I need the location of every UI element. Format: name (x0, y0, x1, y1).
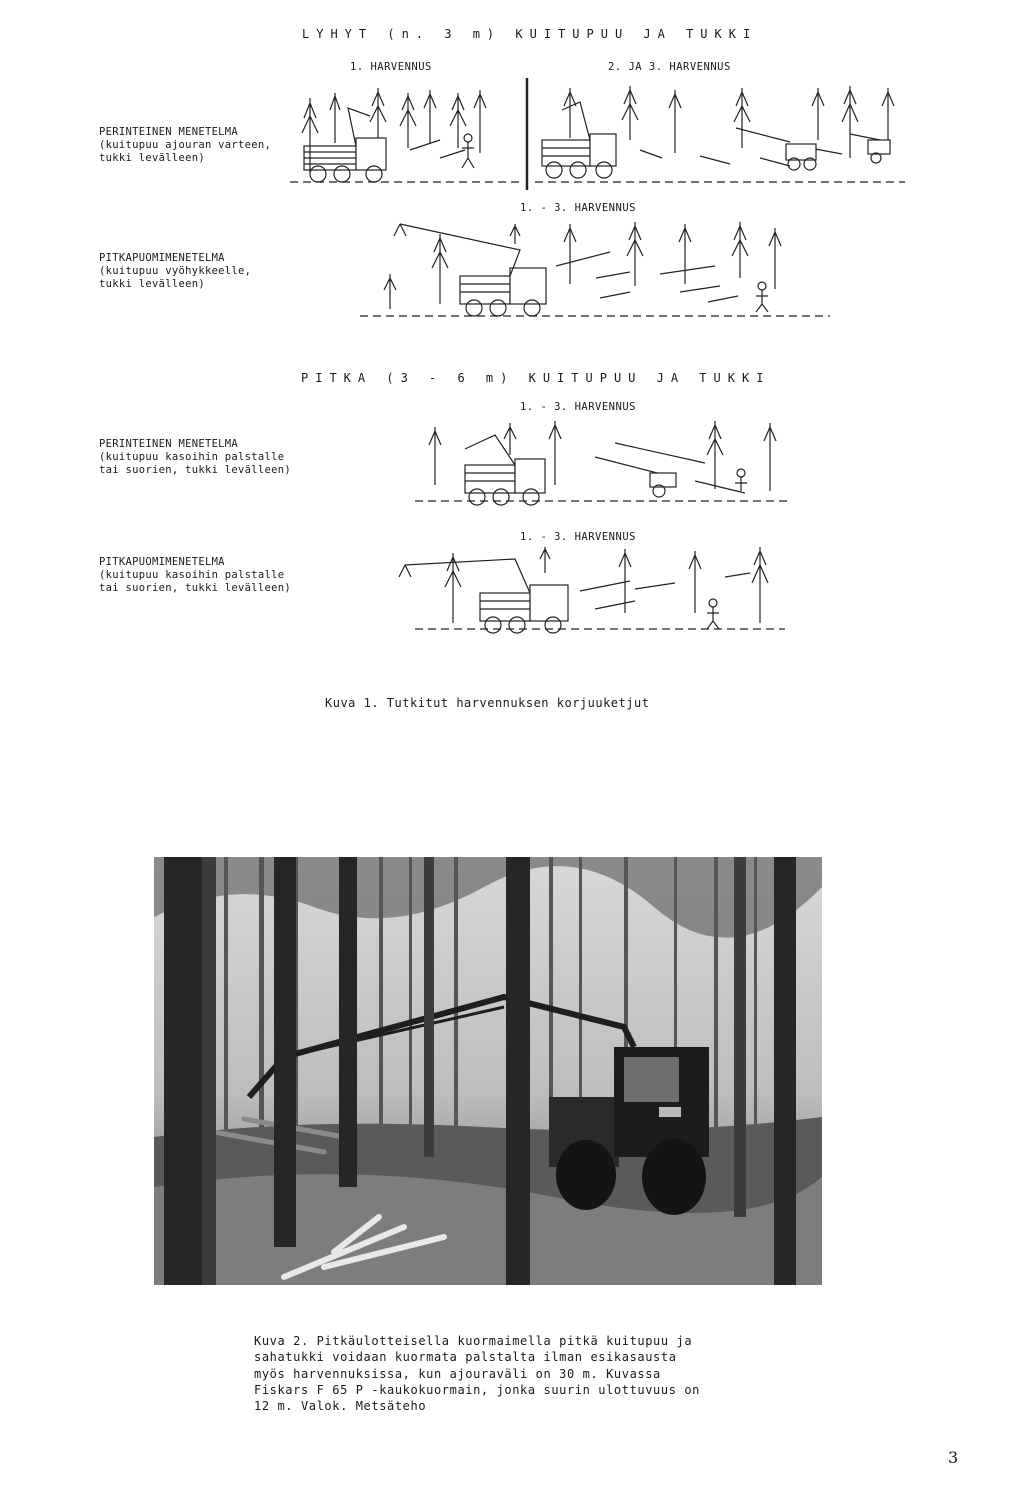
label-2-3-harvennus: 2. JA 3. HARVENNUS (608, 61, 731, 73)
method-traditional-long (99, 438, 291, 477)
section2-heading: PITKA (3 - 6 m) KUITUPUU JA TUKKI (301, 371, 771, 385)
figure-1-caption: Kuva 1. Tutkitut harvennuksen korjuuketjut (325, 696, 650, 710)
method-line: (kuitupuu ajouran varteen, (99, 139, 272, 151)
method-line: (kuitupuu kasoihin palstalle (99, 451, 285, 463)
label-1-3-harvennus-c: 1. - 3. HARVENNUS (520, 531, 636, 543)
caption-line: 12 m. Valok. Metsäteho (254, 1399, 427, 1414)
label-1-harvennus: 1. HARVENNUS (350, 61, 432, 73)
method-line: PERINTEINEN MENETELMA (99, 126, 239, 138)
label-1-3-harvennus-b: 1. - 3. HARVENNUS (520, 401, 636, 413)
illustration-longboom-long (395, 543, 790, 638)
figure-2-caption (254, 1333, 700, 1414)
method-line: (kuitupuu vyöhykkeelle, (99, 265, 252, 277)
section1-heading: LYHYT (n. 3 m) KUITUPUU JA TUKKI (302, 27, 758, 41)
method-line: tai suorien, tukki levälleen) (99, 582, 292, 594)
method-line: tukki levälleen) (99, 278, 205, 290)
illustration-longboom-short (360, 214, 835, 324)
method-longboom-short (99, 252, 251, 291)
method-line: (kuitupuu kasoihin palstalle (99, 569, 285, 581)
caption-line: Kuva 2. Pitkäulotteisella kuormaimella pitkä kuitupuu ja (254, 1334, 693, 1348)
caption-line: Fiskars F 65 P -kaukokuormain, jonka suurin ulottuvuus on (254, 1382, 701, 1397)
caption-line: sahatukki voidaan kuormata palstalta ilman esikasausta (254, 1350, 677, 1365)
method-line: tukki levälleen) (99, 152, 205, 164)
method-line: tai suorien, tukki levälleen) (99, 464, 292, 476)
forest-forwarder-photo (154, 857, 822, 1285)
method-traditional-short (99, 126, 271, 165)
method-longboom-long (99, 556, 291, 595)
caption-line: myös harvennuksissa, kun ajouraväli on 30 m. Kuvassa (254, 1366, 661, 1381)
label-1-3-harvennus-a: 1. - 3. HARVENNUS (520, 202, 636, 214)
illustration-traditional-long (415, 415, 795, 510)
illustration-traditional-short (290, 78, 910, 193)
method-line: PERINTEINEN MENETELMA (99, 438, 239, 450)
method-line: PITKAPUOMIMENETELMA (99, 556, 225, 568)
method-line: PITKAPUOMIMENETELMA (99, 252, 225, 264)
page-number: 3 (948, 1448, 959, 1467)
